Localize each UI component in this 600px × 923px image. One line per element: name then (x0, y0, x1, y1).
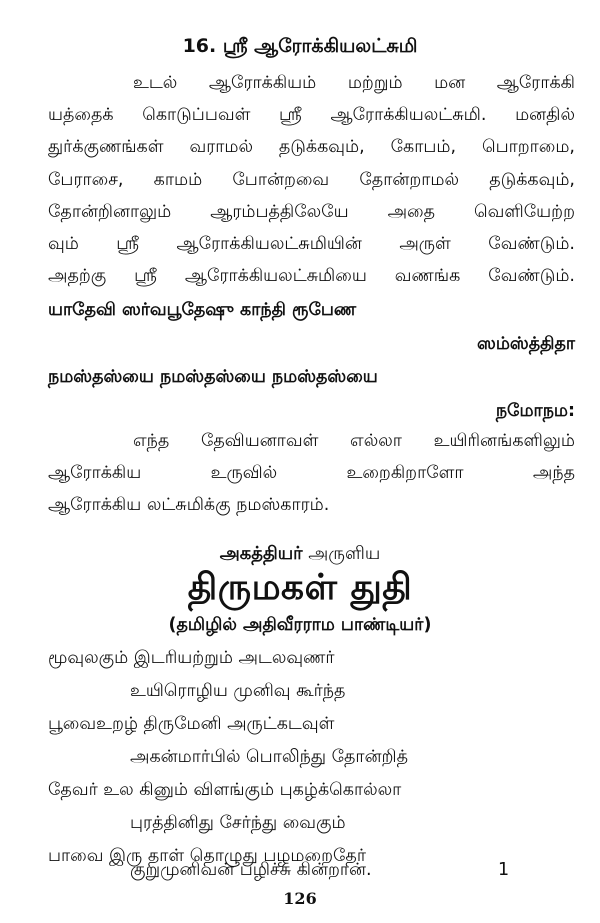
paragraph-line-text: அதற்கு ஸ்ரீ ஆரோக்கியலட்சுமியை வணங்க வேண்டும். (48, 266, 575, 286)
paragraph-line (48, 107, 575, 125)
paragraph-line (48, 172, 575, 190)
mantra-line: யாதேவி ஸர்வபூதேஷு காந்தி ரூபேண (48, 300, 357, 320)
author-credit (0, 545, 600, 563)
verse-line: அகன்மார்பில் பொலிந்து தோன்றித் (130, 747, 409, 767)
verse-number: 1 (498, 860, 510, 880)
paragraph-line (48, 204, 575, 222)
meaning-word: ஆரோக்கிய (48, 463, 142, 483)
paragraph-line-text: துர்க்குணங்கள் வராமல் தடுக்கவும், கோபம், பொறாமை, (48, 137, 575, 157)
page-number: 126 (283, 889, 317, 908)
chapter-title: 16. ஸ்ரீ ஆரோக்கியலட்சுமி (182, 35, 418, 57)
meaning-line (133, 433, 575, 451)
verse-line: உயிரொழிய முனிவு கூர்ந்த (130, 681, 346, 701)
paragraph-line (48, 139, 575, 157)
hymn-subtitle: (தமிழில் அதிவீரராம பாண்டியர்) (168, 615, 432, 635)
verse-line: மூவுலகும் இடரியற்றும் அடலவுணர் (48, 648, 335, 668)
meaning-word: அந்த (532, 463, 575, 483)
verse-line: புரத்தினிது சேர்ந்து வைகும் (130, 813, 346, 833)
mantra-line: ஸம்ஸ்த்திதா (477, 334, 575, 354)
paragraph-line-text: யத்தைக் கொடுப்பவள் ஸ்ரீ ஆரோக்கியலட்சுமி. மனதில் (48, 105, 575, 125)
paragraph-line (48, 268, 575, 286)
mantra-line: நமஸ்தஸ்யை நமஸ்தஸ்யை நமஸ்தஸ்யை (48, 367, 378, 387)
paragraph-line-text: தோன்றினாலும் ஆரம்பத்திலேயே அதை வெளியேற்ற (48, 202, 575, 222)
paragraph-line (133, 75, 575, 93)
meaning-line-text: எந்த தேவியனாவள் எல்லா உயிரினங்களிலும் (133, 431, 575, 451)
author-name: அகத்தியர் (219, 543, 303, 564)
author-credit-rest: அருளிய (308, 543, 381, 564)
verse-line: பூவைஉறழ் திருமேனி அருட்கடவுள் (48, 714, 335, 734)
paragraph-line (48, 236, 575, 254)
verse-line: குறுமுனிவன் பழிச்சு கின்றான். (130, 860, 372, 880)
meaning-word: உருவில் (210, 463, 278, 483)
meaning-word: உறைகிறாளோ (346, 463, 464, 483)
paragraph-line-text: வும் ஸ்ரீ ஆரோக்கியலட்சுமியின் அருள் வேண்டும். (48, 234, 575, 254)
meaning-line: ஆரோக்கிய லட்சுமிக்கு நமஸ்காரம். (48, 495, 330, 515)
verse-line: தேவர் உல கினும் விளங்கும் புகழ்க்கொல்லா (48, 780, 402, 800)
meaning-line (48, 465, 575, 483)
paragraph-line-text: உடல் ஆரோக்கியம் மற்றும் மன ஆரோக்கி (133, 73, 575, 93)
hymn-title: திருமகள் துதி (187, 567, 413, 608)
verse-line: பாவை இரு தாள் தொழுது பழமறைதேர் (48, 846, 366, 866)
paragraph-line-text: பேராசை, காமம் போன்றவை தோன்றாமல் தடுக்கவும், (48, 170, 575, 190)
mantra-line: நமோநம: (495, 401, 575, 421)
